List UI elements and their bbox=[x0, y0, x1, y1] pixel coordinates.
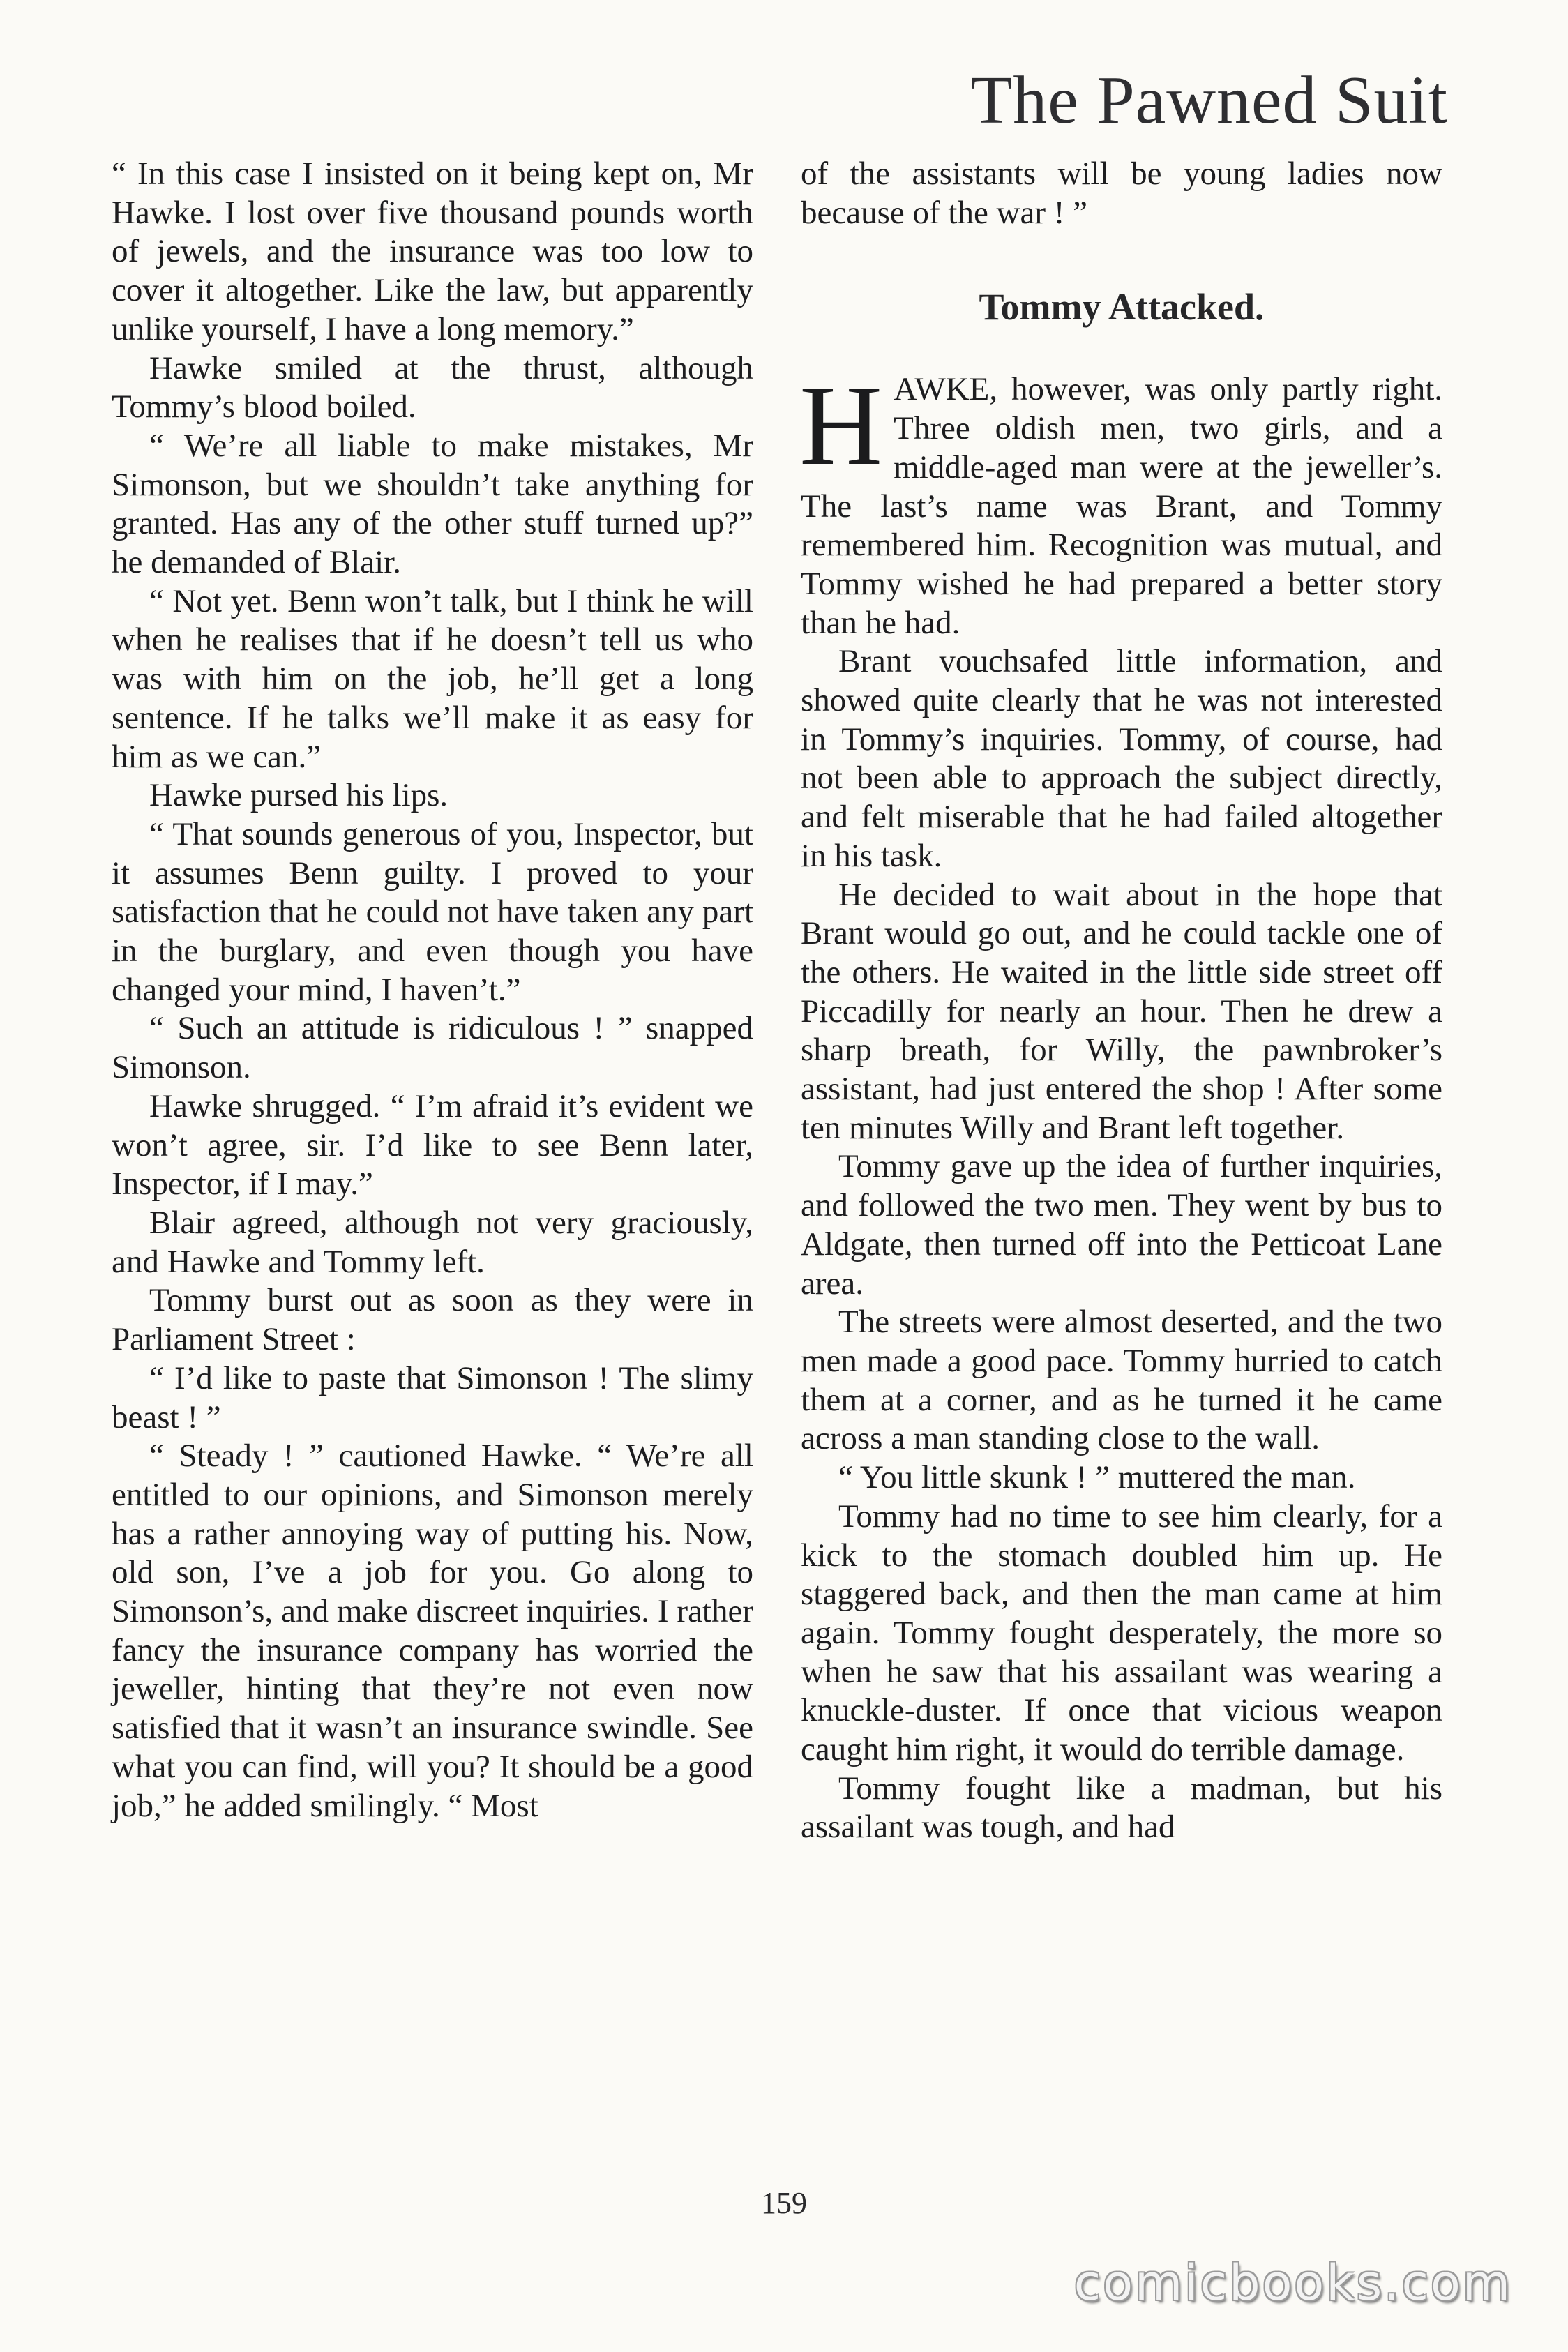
watermark: comicbooks.com bbox=[1073, 2254, 1512, 2312]
running-title: The Pawned Suit bbox=[970, 63, 1448, 138]
section-heading: Tommy Attacked. bbox=[979, 286, 1265, 329]
paragraph: “ Steady ! ” cautioned Hawke. “ We’re all entitled to our opinions, and Simonson merely has a rather annoying way of putting his. Now, old son, I’ve a job for you. Go along to Simonson’s, and make discreet inquiries. I rather fancy the insurance company has worried the jeweller, hinting that they’re not even now satisfied that it wasn’t an insurance swindle. See what you can find, will you? It should be a good job,” he added smilingly. “ Most bbox=[112, 1438, 753, 1824]
paragraph: “ I’d like to paste that Simonson ! The slimy beast ! ” bbox=[112, 1359, 753, 1435]
drop-cap: H bbox=[799, 361, 883, 490]
paragraph: “ In this case I insisted on it being kept on, Mr Hawke. I lost over five thousand pounds worth of jewels, and the insurance was too low to cover it altogether. Like the law, but apparently unlike yourself, I have a long memory.” bbox=[112, 156, 753, 347]
paragraph: Tommy fought like a madman, but his assailant was tough, and had bbox=[801, 1770, 1442, 1846]
paragraph: Tommy had no time to see him clearly, for a kick to the stomach doubled him up. He staggered back, and then the man came at him again. Tommy fought desperately, the more so when he saw that his assailant was wearing a knuckle-duster. If once that vicious weapon caught him right, it would do terrible damage. bbox=[801, 1498, 1442, 1768]
continued-paragraph: of the assistants will be young ladies now because of the war ! ” bbox=[801, 156, 1442, 231]
paragraph: The streets were almost deserted, and the two men made a good pace. Tommy hurried to catch them at a corner, and as he turned it he came across a man standing close to the wall. bbox=[801, 1304, 1442, 1457]
paragraph: Hawke shrugged. “ I’m afraid it’s evident we won’t agree, sir. I’d like to see Benn later, Inspector, if I may.” bbox=[112, 1087, 753, 1203]
paragraph: Hawke smiled at the thrust, although Tommy’s blood boiled. bbox=[112, 349, 753, 425]
paragraph: He decided to wait about in the hope that Brant would go out, and he could tackle one of the others. He waited in the little side street off Piccadilly for nearly an hour. Then he drew a sharp breath, for Willy, the pawnbroker’s assistant, had just entered the shop ! After some ten minutes Willy and Brant left together. bbox=[801, 876, 1442, 1146]
paragraph: “ Not yet. Benn won’t talk, but I think he will when he realises that if he doesn’t tell us who was with him on the job, he’ll get a long sentence. If he talks we’ll make it as easy for him as we can.” bbox=[112, 582, 753, 775]
paragraph: Hawke pursed his lips. bbox=[149, 777, 448, 814]
opening-paragraph bbox=[799, 361, 1442, 642]
right-column bbox=[801, 155, 1442, 1847]
paragraph: “ That sounds generous of you, Inspector, but it assumes Benn guilty. I proved to your satisfaction that he could not have taken any part in the burglary, and even though you have changed your mind, I haven’t.” bbox=[112, 815, 753, 1008]
paragraph: Tommy burst out as soon as they were in Parliament Street : bbox=[112, 1282, 753, 1358]
paragraph: “ We’re all liable to make mistakes, Mr Simonson, but we shouldn’t take anything for granted. Has any of the other stuff turned up?” he demanded of Blair. bbox=[112, 427, 753, 581]
paragraph: Tommy gave up the idea of further inquiries, and followed the two men. They went by bus to Aldgate, then turned off into the Petticoat Lane area. bbox=[801, 1148, 1442, 1302]
paragraph: “ You little skunk ! ” muttered the man. bbox=[838, 1459, 1356, 1496]
opening-paragraph-text: AWKE, however, was only partly right. Three oldish men, two girls, and a middle-aged man were at the jeweller’s. The last’s name was Brant, and Tommy remembered him. Recognition was mutual, and Tommy wished he had prepared a better story than he had. bbox=[801, 371, 1442, 641]
paragraph: “ Such an attitude is ridiculous ! ” snapped Simonson. bbox=[112, 1010, 753, 1086]
paragraph: Blair agreed, although not very graciously, and Hawke and Tommy left. bbox=[112, 1204, 753, 1280]
page-number: 159 bbox=[761, 2186, 807, 2220]
left-column bbox=[112, 155, 753, 1825]
paragraph: Brant vouchsafed little information, and showed quite clearly that he was not interested in Tommy’s inquiries. Tommy, of course, had not been able to approach the subject directly, and felt miserable that he had failed altogether in his task. bbox=[801, 643, 1442, 874]
